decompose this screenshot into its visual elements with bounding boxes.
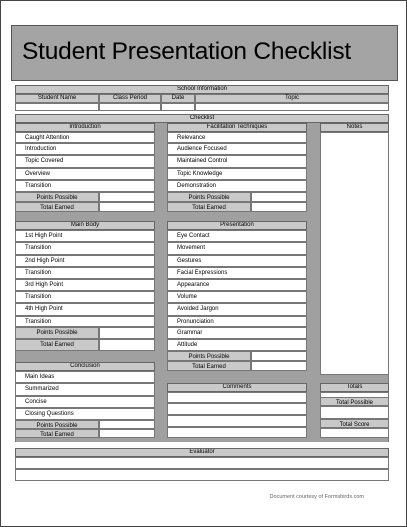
presentation-item[interactable]: Movement <box>167 242 307 255</box>
main-body-item[interactable]: 3rd High Point <box>15 279 155 291</box>
facilitation-earned-field[interactable] <box>251 202 307 212</box>
main-body-earned-field[interactable] <box>99 339 155 351</box>
totals-header: Totals <box>320 383 389 392</box>
topic-field[interactable] <box>195 103 389 111</box>
title-bar <box>11 25 398 81</box>
main-body-item[interactable]: Transition <box>15 242 155 255</box>
presentation-item[interactable]: Grammar <box>167 327 307 339</box>
totals-possible-label: Total Possible <box>320 397 389 406</box>
main-body-item[interactable]: Transition <box>15 267 155 279</box>
facilitation-item[interactable]: Topic Knowledge <box>167 168 307 180</box>
evaluator-field[interactable] <box>15 469 389 481</box>
presentation-earned-field[interactable] <box>251 361 307 371</box>
totals-score-field[interactable] <box>320 406 389 419</box>
introduction-earned-field[interactable] <box>99 202 155 212</box>
date-label: Date <box>171 95 185 101</box>
conclusion-item[interactable]: Summarized <box>15 383 155 396</box>
student-name-field[interactable] <box>15 103 99 111</box>
conclusion-points-label: Points Possible <box>15 420 99 429</box>
presentation-item[interactable]: Pronunciation <box>167 316 307 327</box>
conclusion-item[interactable]: Concise <box>15 396 155 408</box>
conclusion-earned-field[interactable] <box>99 429 155 438</box>
presentation-item[interactable]: Facial Expressions <box>167 267 307 279</box>
presentation-item[interactable]: Volume <box>167 291 307 303</box>
facilitation-item[interactable]: Demonstration <box>167 180 307 192</box>
conclusion-item[interactable]: Main Ideas <box>15 371 155 383</box>
notes-field[interactable] <box>320 132 389 375</box>
comments-line[interactable] <box>167 427 307 438</box>
facilitation-item[interactable]: Relevance <box>167 132 307 143</box>
conclusion-points-field[interactable] <box>99 420 155 429</box>
presentation-item[interactable]: Gestures <box>167 255 307 267</box>
introduction-points-field[interactable] <box>99 192 155 202</box>
presentation-item[interactable]: Attitude <box>167 339 307 351</box>
checklist-header: Checklist <box>15 114 389 123</box>
presentation-earned-label: Total Earned <box>167 361 251 371</box>
presentation-header: Presentation <box>167 221 307 230</box>
comments-line[interactable] <box>167 415 307 427</box>
introduction-header: Introduction <box>15 123 155 132</box>
main-body-item[interactable]: 4th High Point <box>15 303 155 316</box>
main-body-item[interactable]: Transition <box>15 316 155 327</box>
date-field[interactable] <box>161 103 195 111</box>
conclusion-header: Conclusion <box>15 362 155 371</box>
notes-header: Notes <box>320 123 389 132</box>
comments-header: Comments <box>167 383 307 392</box>
footer-credit: Document courtesy of Formsbirds.com <box>269 494 364 500</box>
facilitation-earned-label: Total Earned <box>167 202 251 212</box>
introduction-item[interactable]: Transition <box>15 180 155 192</box>
main-body-item[interactable]: 1st High Point <box>15 230 155 242</box>
totals-score-label: Total Score <box>320 419 389 428</box>
introduction-points-label: Points Possible <box>15 192 99 202</box>
comments-line[interactable] <box>167 392 307 403</box>
introduction-item[interactable]: Topic Covered <box>15 155 155 168</box>
page-title: Student Presentation Checklist <box>22 38 352 65</box>
introduction-item[interactable]: Caught Attention <box>15 132 155 143</box>
conclusion-item[interactable]: Closing Questions <box>15 408 155 420</box>
topic-label: Topic <box>284 95 299 101</box>
main-body-item[interactable]: 2nd High Point <box>15 255 155 267</box>
school-info-header: School Information <box>15 85 389 94</box>
facilitation-points-label: Points Possible <box>167 192 251 202</box>
comments-line[interactable] <box>167 403 307 415</box>
facilitation-points-field[interactable] <box>251 192 307 202</box>
introduction-item[interactable]: Overview <box>15 168 155 180</box>
totals-score-value[interactable] <box>320 428 389 438</box>
main-body-item[interactable]: Transition <box>15 291 155 303</box>
main-body-header: Main Body <box>15 221 155 230</box>
facilitation-header: Facilitation Techniques <box>167 123 307 132</box>
facilitation-item[interactable]: Audience Focused <box>167 143 307 155</box>
main-body-points-field[interactable] <box>99 327 155 339</box>
facilitation-item[interactable]: Maintained Control <box>167 155 307 168</box>
introduction-earned-label: Total Earned <box>15 202 99 212</box>
class-period-field[interactable] <box>99 103 161 111</box>
conclusion-earned-label: Total Earned <box>15 429 99 438</box>
student-name-label: Student Name <box>37 95 77 101</box>
presentation-points-label: Points Possible <box>167 351 251 361</box>
class-period-label: Class Period <box>112 95 147 101</box>
presentation-item[interactable]: Eye Contact <box>167 230 307 242</box>
evaluator-field[interactable] <box>15 457 389 469</box>
presentation-points-field[interactable] <box>251 351 307 361</box>
presentation-item[interactable]: Avoided Jargon <box>167 303 307 316</box>
main-body-earned-label: Total Earned <box>15 339 99 351</box>
evaluator-header: Evaluator <box>15 448 389 457</box>
main-body-points-label: Points Possible <box>15 327 99 339</box>
introduction-item[interactable]: Introduction <box>15 143 155 155</box>
presentation-item[interactable]: Appearance <box>167 279 307 291</box>
